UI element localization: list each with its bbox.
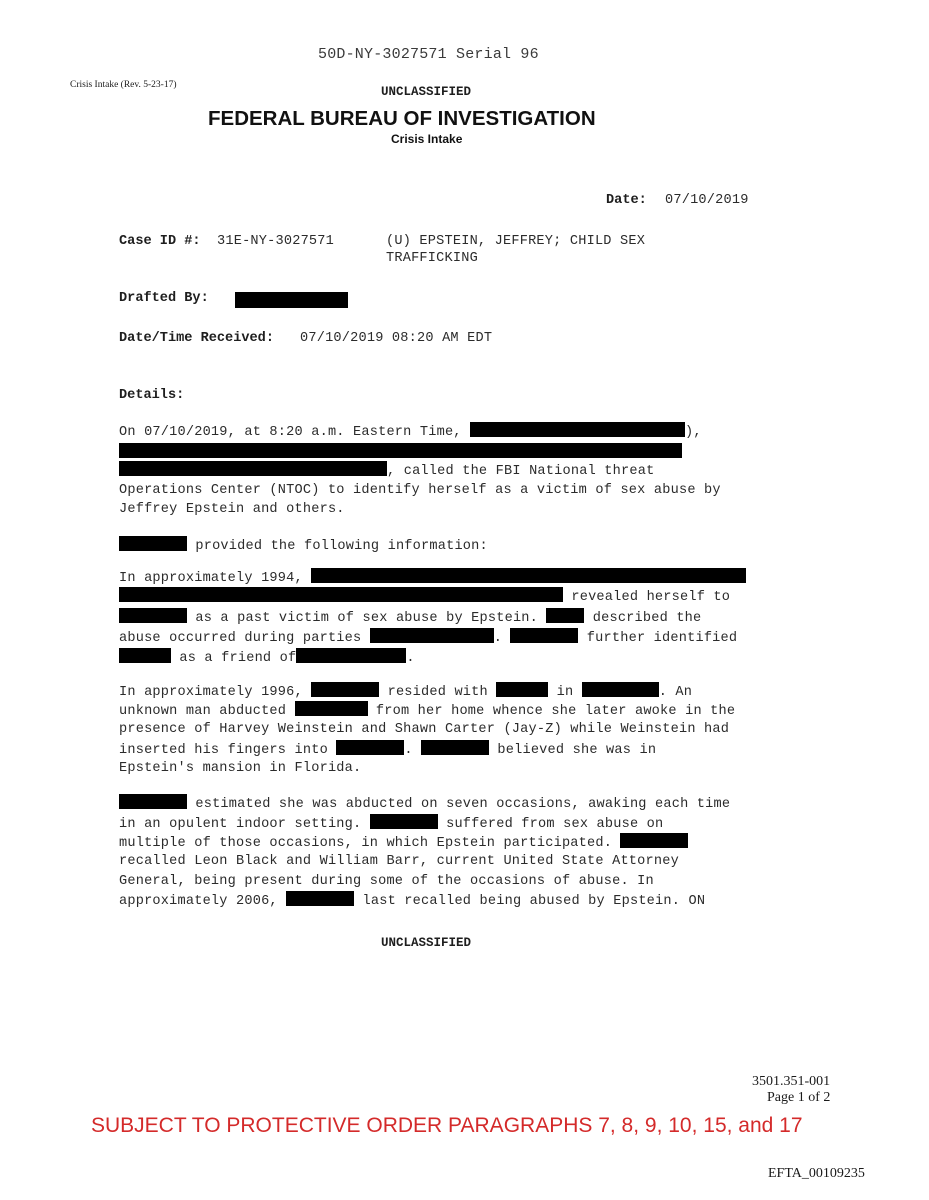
p3-l3d: described the: [584, 611, 702, 626]
page-number: Page 1 of 2: [767, 1090, 831, 1105]
p4-line-3: presence of Harvey Weinstein and Shawn Carter (Jay-Z) while Weinstein had: [119, 722, 730, 737]
redaction: [421, 740, 489, 755]
p3-line-2: [119, 587, 730, 606]
p1-line-1: [119, 422, 702, 441]
form-title: Crisis Intake: [391, 132, 463, 146]
document-number: 3501.351-001: [752, 1074, 831, 1089]
p5-l3a: multiple of those occasions, in which Epstein participated.: [119, 836, 621, 851]
date-value: 07/10/2019: [665, 193, 749, 208]
p5-l1b: estimated she was abducted on seven occasions, awaking each time: [187, 797, 731, 812]
p4-line-5: Epstein's mansion in Florida.: [119, 761, 362, 776]
redaction: [296, 648, 406, 663]
redaction-p1-line-2: [119, 443, 682, 458]
p5-l6c: last recalled being abused by Epstein. ON: [354, 894, 706, 909]
classification-top: UNCLASSIFIED: [381, 85, 472, 99]
p3-l3b: as a past victim of sex abuse by Epstein.: [187, 611, 547, 626]
p4-l4e: believed she was in: [489, 743, 657, 758]
redaction: [620, 833, 688, 848]
case-id-label: Case ID #:: [119, 234, 201, 249]
date-label: Date:: [606, 193, 647, 208]
redaction: [496, 682, 548, 697]
p3-l4c: .: [493, 631, 511, 646]
redaction: [119, 648, 171, 663]
p3-l4e: further identified: [578, 631, 738, 646]
p5-l2a: in an opulent indoor setting.: [119, 817, 370, 832]
p3-l2b: revealed herself to: [563, 590, 731, 605]
case-title-line2: TRAFFICKING: [386, 251, 478, 266]
p5-line-6: [119, 891, 705, 910]
p2-line-1: [119, 536, 488, 555]
details-label: Details:: [119, 388, 185, 403]
redaction: [370, 628, 494, 643]
redaction: [286, 891, 354, 906]
p5-line-5: General, being present during some of the occasions of abuse. In: [119, 874, 654, 889]
redaction: [470, 422, 685, 437]
p1-line-3: [119, 461, 654, 480]
redaction: [311, 568, 746, 583]
p5-line-2: [119, 814, 663, 833]
p4-l4c: .: [404, 743, 422, 758]
p1-l1a: On 07/10/2019, at 8:20 a.m. Eastern Time,: [119, 425, 471, 440]
p4-l1e: in: [548, 685, 582, 700]
p4-l1g: . An: [658, 685, 693, 700]
redaction: [370, 814, 438, 829]
redaction: [510, 628, 578, 643]
redaction: [119, 461, 387, 476]
redaction: [119, 794, 187, 809]
p4-l2c: from her home whence she later awoke in the: [367, 704, 736, 719]
redaction-drafted-by: [235, 292, 348, 308]
redaction: [311, 682, 379, 697]
p4-line-4: [119, 740, 656, 759]
p1-l1b: ),: [685, 425, 702, 440]
agency-title: FEDERAL BUREAU OF INVESTIGATION: [208, 107, 596, 130]
redaction: [582, 682, 659, 697]
p2-text: provided the following information:: [187, 539, 488, 554]
p3-l5b: as a friend of: [171, 651, 297, 666]
p3-line-3: [119, 608, 701, 627]
case-title-line1: (U) EPSTEIN, JEFFREY; CHILD SEX: [386, 234, 646, 249]
p5-l2c: suffered from sex abuse on: [437, 817, 664, 832]
redaction: [119, 587, 563, 602]
redaction: [295, 701, 368, 716]
p3-line-1: [119, 568, 746, 587]
case-id-value: 31E-NY-3027571: [217, 234, 335, 249]
classification-bottom: UNCLASSIFIED: [381, 936, 472, 950]
redaction: [119, 536, 187, 551]
p5-l6a: approximately 2006,: [119, 894, 287, 909]
p4-line-1: [119, 682, 692, 701]
p5-line-4: recalled Leon Black and William Barr, current United State Attorney: [119, 854, 679, 869]
p5-line-3: [119, 833, 688, 852]
redaction: [336, 740, 404, 755]
received-value: 07/10/2019 08:20 AM EDT: [300, 331, 493, 346]
redaction: [546, 608, 584, 623]
p5-line-1: [119, 794, 730, 813]
p4-l1c: resided with: [379, 685, 497, 700]
p3-l1a: In approximately 1994,: [119, 571, 312, 586]
received-label: Date/Time Received:: [119, 331, 274, 346]
p1-l3b: , called the FBI National threat: [387, 464, 655, 479]
p3-line-5: [119, 648, 415, 667]
p3-l4a: abuse occurred during parties: [119, 631, 370, 646]
form-id: Crisis Intake (Rev. 5-23-17): [70, 80, 177, 90]
p4-line-2: [119, 701, 735, 720]
redaction: [119, 608, 187, 623]
drafted-by-label: Drafted By:: [119, 291, 209, 306]
p3-line-4: [119, 628, 737, 647]
p4-l2a: unknown man abducted: [119, 704, 295, 719]
p4-l4a: inserted his fingers into: [119, 743, 337, 758]
serial-number: 50D-NY-3027571 Serial 96: [318, 46, 539, 63]
p1-line-5: Jeffrey Epstein and others.: [119, 502, 345, 517]
p4-l1a: In approximately 1996,: [119, 685, 312, 700]
p3-l5d: .: [406, 651, 415, 666]
protective-order-notice: SUBJECT TO PROTECTIVE ORDER PARAGRAPHS 7, 8, 9, 10, 15, and 17: [91, 1114, 803, 1137]
bates-number: EFTA_00109235: [768, 1166, 865, 1181]
p1-line-4: Operations Center (NTOC) to identify herself as a victim of sex abuse by: [119, 483, 721, 498]
